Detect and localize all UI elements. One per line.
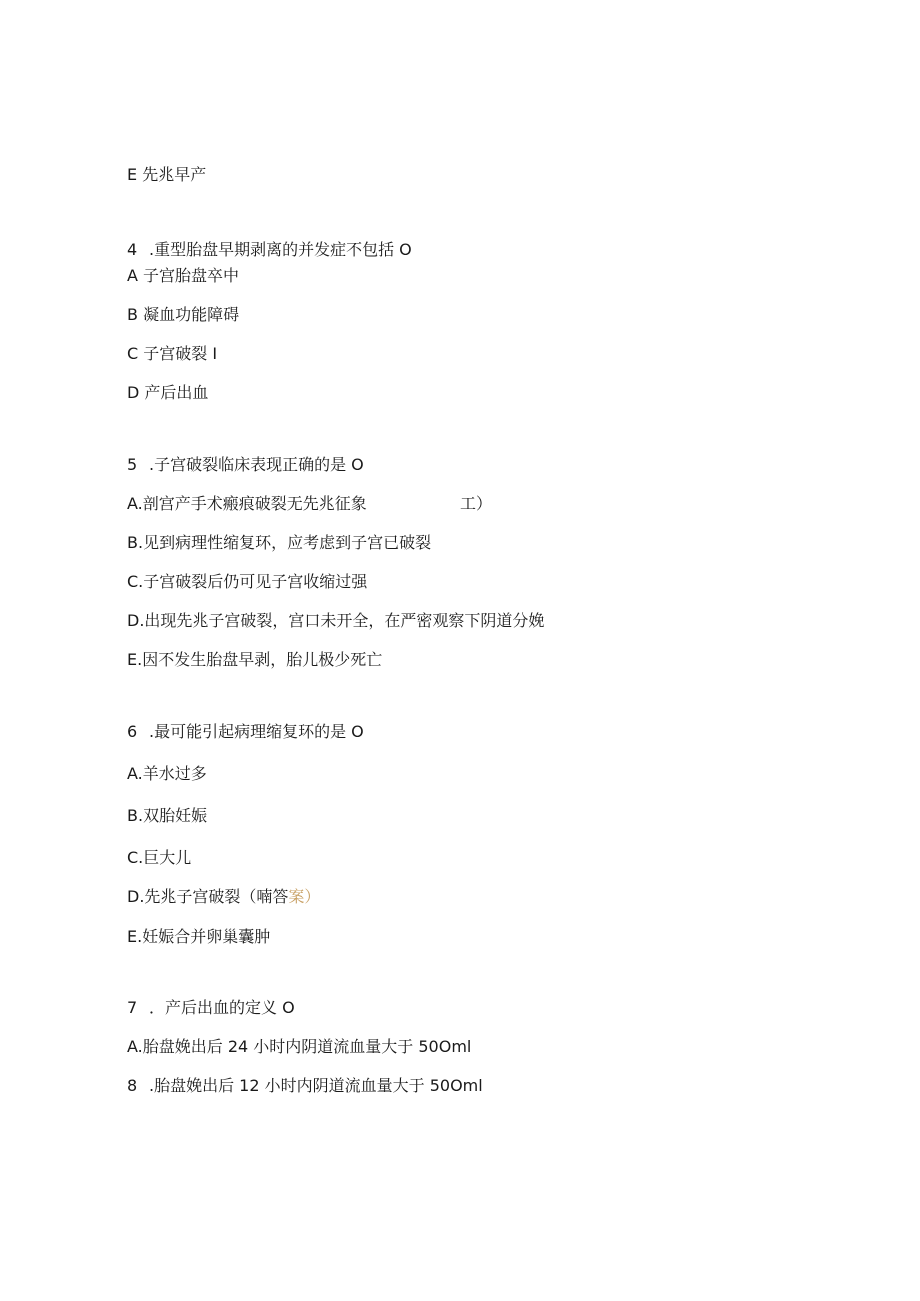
q6-option-d-highlight: 案） xyxy=(288,887,321,906)
q5-number: 5 xyxy=(127,455,138,474)
q7-stem-text: ．产后出血的定义 O xyxy=(149,998,295,1017)
q7-stem xyxy=(127,998,295,1018)
q5-stem-text: .子宫破裂临床表现正确的是 O xyxy=(149,455,364,474)
q4-number: 4 xyxy=(127,240,138,259)
q8-stem-text: .胎盘娩出后 12 小时内阴道流血量大于 50Oml xyxy=(149,1076,483,1095)
q3-option-e: E 先兆早产 xyxy=(127,165,207,184)
q7-option-a: A.胎盘娩出后 24 小时内阴道流血量大于 50Oml xyxy=(127,1037,472,1056)
q6-option-d-text: D.先兆子宫破裂（喃答 xyxy=(127,887,289,906)
q6-option-e: E.妊娠合并卵巢囊肿 xyxy=(127,927,271,946)
q5-option-e: E.因不发生胎盘早剥，胎儿极少死亡 xyxy=(127,650,383,669)
q4-option-b: B 凝血功能障碍 xyxy=(127,305,240,324)
q5-option-a: A.剖宫产手术瘢痕破裂无先兆征象 xyxy=(127,494,367,513)
q6-stem-text: .最可能引起病理缩复环的是 O xyxy=(149,722,364,741)
q6-number: 6 xyxy=(127,722,138,741)
q5-option-b: B.见到病理性缩复环，应考虑到子宫已破裂 xyxy=(127,533,432,552)
q7-number: 7 xyxy=(127,998,138,1017)
q6-option-a: A.羊水过多 xyxy=(127,764,207,783)
q8-stem xyxy=(127,1076,483,1096)
q4-option-c: C 子宫破裂 I xyxy=(127,344,218,363)
q5-stem xyxy=(127,455,364,475)
q5-option-c: C.子宫破裂后仍可见子宫收缩过强 xyxy=(127,572,368,591)
q5-option-a-aside: 工） xyxy=(460,494,493,513)
q4-option-d: D 产后出血 xyxy=(127,383,209,402)
q6-stem xyxy=(127,722,364,742)
q4-stem-text: .重型胎盘早期剥离的并发症不包括 O xyxy=(149,240,412,259)
q6-option-b: B.双胎妊娠 xyxy=(127,806,208,825)
q6-option-d xyxy=(127,887,320,907)
q8-number: 8 xyxy=(127,1076,138,1095)
q5-option-d: D.出现先兆子宫破裂，宫口未开全，在严密观察下阴道分娩 xyxy=(127,611,545,630)
q6-option-c: C.巨大儿 xyxy=(127,848,192,867)
q4-option-a: A 子宫胎盘卒中 xyxy=(127,266,240,285)
q4-stem xyxy=(127,240,412,260)
